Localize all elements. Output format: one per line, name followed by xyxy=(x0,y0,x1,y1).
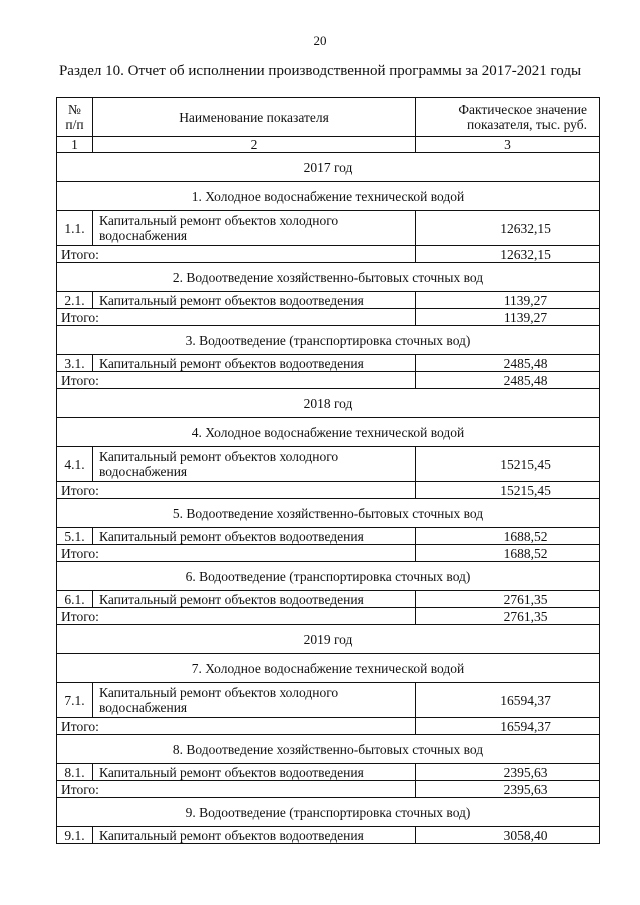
total-label: Итого: xyxy=(57,246,416,263)
section-row xyxy=(57,562,600,591)
item-number: 3.1. xyxy=(57,355,93,372)
table-row xyxy=(57,591,600,608)
table-row xyxy=(57,764,600,781)
total-row xyxy=(57,545,600,562)
table-row xyxy=(57,827,600,844)
total-value: 2761,35 xyxy=(416,608,600,625)
item-number: 1.1. xyxy=(57,211,93,246)
item-number: 4.1. xyxy=(57,447,93,482)
year-label: 2018 год xyxy=(57,389,600,418)
header-actual-value: Фактическое значение показателя, тыс. руб. xyxy=(416,98,600,137)
item-name: Капитальный ремонт объектов водоотведения xyxy=(93,764,416,781)
item-name: Капитальный ремонт объектов холодного водоснабжения xyxy=(93,683,416,718)
section-row xyxy=(57,418,600,447)
total-row xyxy=(57,718,600,735)
section-title: 2. Водоотведение хозяйственно-бытовых сточных вод xyxy=(57,263,600,292)
item-number: 5.1. xyxy=(57,528,93,545)
report-table xyxy=(56,97,600,844)
total-label: Итого: xyxy=(57,545,416,562)
year-row xyxy=(57,153,600,182)
total-label: Итого: xyxy=(57,608,416,625)
section-row xyxy=(57,182,600,211)
total-row xyxy=(57,309,600,326)
total-value: 2395,63 xyxy=(416,781,600,798)
total-label: Итого: xyxy=(57,372,416,389)
total-row xyxy=(57,372,600,389)
item-value: 3058,40 xyxy=(416,827,600,844)
page-title: Раздел 10. Отчет об исполнении производственной программы за 2017-2021 годы xyxy=(58,63,582,79)
total-label: Итого: xyxy=(57,718,416,735)
total-row xyxy=(57,608,600,625)
item-name: Капитальный ремонт объектов водоотведения xyxy=(93,355,416,372)
total-label: Итого: xyxy=(57,309,416,326)
total-value: 12632,15 xyxy=(416,246,600,263)
section-row xyxy=(57,654,600,683)
item-value: 16594,37 xyxy=(416,683,600,718)
item-number: 9.1. xyxy=(57,827,93,844)
section-title: 6. Водоотведение (транспортировка сточных вод) xyxy=(57,562,600,591)
header-number: № п/п xyxy=(57,98,93,137)
table-row xyxy=(57,211,600,246)
item-number: 2.1. xyxy=(57,292,93,309)
section-title: 7. Холодное водоснабжение технической водой xyxy=(57,654,600,683)
section-row xyxy=(57,798,600,827)
total-value: 16594,37 xyxy=(416,718,600,735)
table-row xyxy=(57,292,600,309)
item-value: 1688,52 xyxy=(416,528,600,545)
section-row xyxy=(57,735,600,764)
total-row xyxy=(57,482,600,499)
table-row xyxy=(57,447,600,482)
section-title: 1. Холодное водоснабжение технической водой xyxy=(57,182,600,211)
item-value: 2395,63 xyxy=(416,764,600,781)
total-value: 1688,52 xyxy=(416,545,600,562)
year-label: 2017 год xyxy=(57,153,600,182)
total-row xyxy=(57,246,600,263)
year-row xyxy=(57,625,600,654)
column-number: 3 xyxy=(416,137,600,153)
section-title: 3. Водоотведение (транспортировка сточных вод) xyxy=(57,326,600,355)
column-number: 1 xyxy=(57,137,93,153)
section-row xyxy=(57,499,600,528)
table-row xyxy=(57,528,600,545)
total-value: 2485,48 xyxy=(416,372,600,389)
item-value: 2761,35 xyxy=(416,591,600,608)
section-row xyxy=(57,263,600,292)
table-row xyxy=(57,355,600,372)
section-title: 5. Водоотведение хозяйственно-бытовых сточных вод xyxy=(57,499,600,528)
section-title: 9. Водоотведение (транспортировка сточных вод) xyxy=(57,798,600,827)
item-value: 2485,48 xyxy=(416,355,600,372)
item-name: Капитальный ремонт объектов водоотведения xyxy=(93,827,416,844)
item-value: 1139,27 xyxy=(416,292,600,309)
item-number: 8.1. xyxy=(57,764,93,781)
total-value: 15215,45 xyxy=(416,482,600,499)
item-name: Капитальный ремонт объектов водоотведения xyxy=(93,292,416,309)
table-row xyxy=(57,683,600,718)
column-numbers-row xyxy=(57,137,600,153)
item-value: 15215,45 xyxy=(416,447,600,482)
section-row xyxy=(57,326,600,355)
total-value: 1139,27 xyxy=(416,309,600,326)
column-number: 2 xyxy=(93,137,416,153)
table-header-row xyxy=(57,98,600,137)
year-label: 2019 год xyxy=(57,625,600,654)
section-title: 8. Водоотведение хозяйственно-бытовых сточных вод xyxy=(57,735,600,764)
report-table-body xyxy=(57,98,600,844)
header-indicator-name: Наименование показателя xyxy=(93,98,416,137)
item-name: Капитальный ремонт объектов холодного водоснабжения xyxy=(93,447,416,482)
page-number: 20 xyxy=(313,33,327,48)
item-name: Капитальный ремонт объектов водоотведения xyxy=(93,591,416,608)
item-name: Капитальный ремонт объектов водоотведения xyxy=(93,528,416,545)
item-name: Капитальный ремонт объектов холодного водоснабжения xyxy=(93,211,416,246)
section-title: 4. Холодное водоснабжение технической водой xyxy=(57,418,600,447)
total-row xyxy=(57,781,600,798)
item-number: 7.1. xyxy=(57,683,93,718)
item-value: 12632,15 xyxy=(416,211,600,246)
year-row xyxy=(57,389,600,418)
total-label: Итого: xyxy=(57,781,416,798)
item-number: 6.1. xyxy=(57,591,93,608)
total-label: Итого: xyxy=(57,482,416,499)
